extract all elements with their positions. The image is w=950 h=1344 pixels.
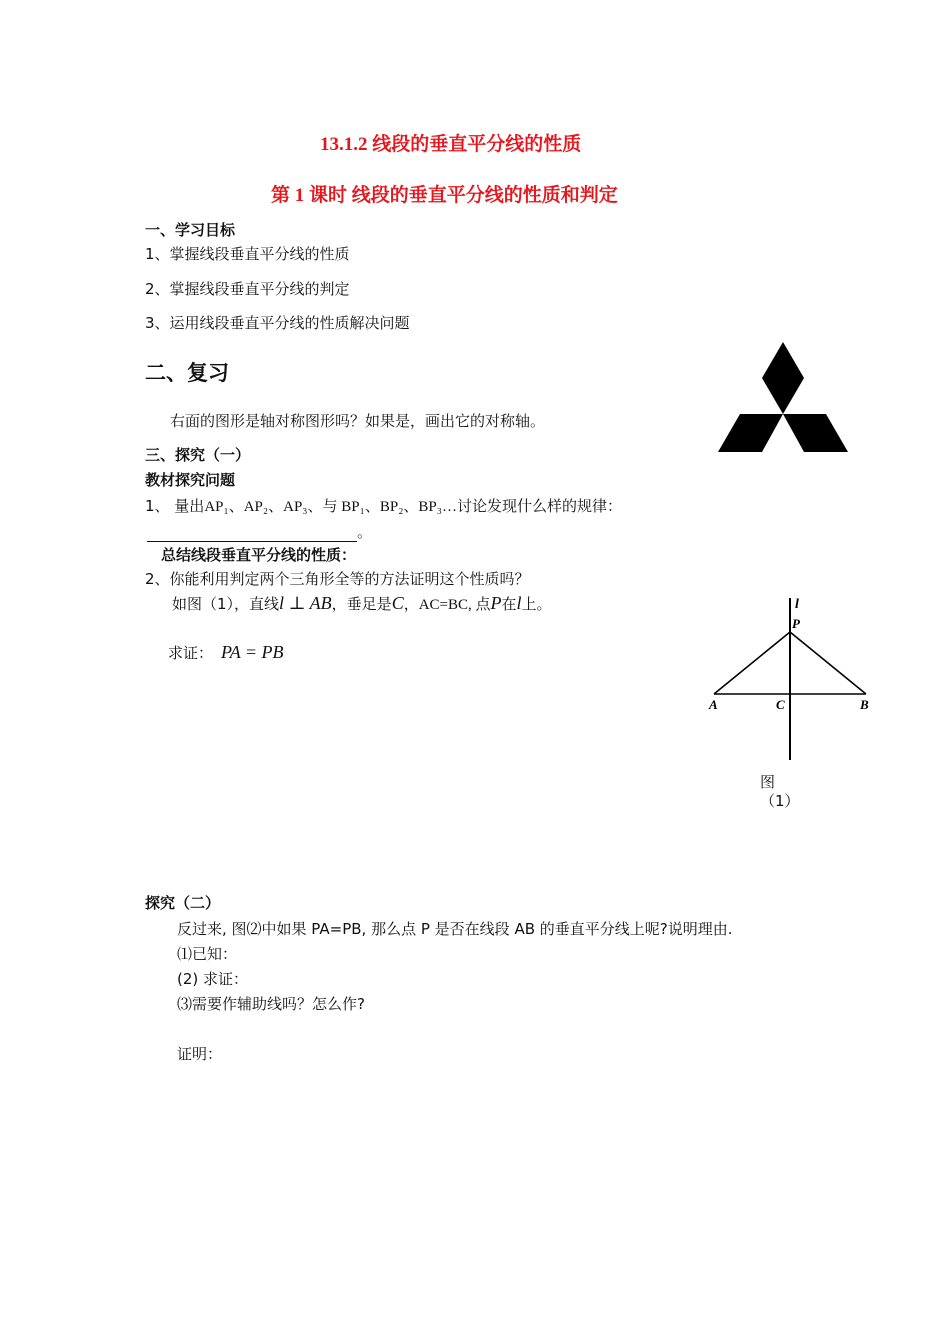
given-text-b: ，垂足是 [331,595,392,613]
q1-suffix: 讨论发现什么样的规律： [457,497,623,515]
objective-item-1: 1、掌握线段垂直平分线的性质 [145,245,350,263]
objective-item-3: 3、运用线段垂直平分线的性质解决问题 [145,314,410,332]
given-line-l2: l [516,593,522,613]
main-title: 13.1.2 线段的垂直平分线的性质 [320,134,582,155]
q1-prefix: 1、 量出 [145,497,205,515]
section4-step2: (2) 求证： [177,970,249,988]
section4-step3: ⑶需要作辅助线吗？怎么作? [177,995,365,1013]
given-ab: AB [309,593,332,613]
section4-text: 反过来, 图⑵中如果 PA=PB, 那么点 P 是否在线段 AB 的垂直平分线上呢?说明理由. [177,920,733,938]
figure-caption-1: 图 [760,773,776,791]
answer-blank-line[interactable] [147,521,372,542]
label-p: P [792,616,800,631]
given-text-f: 上。 [521,595,552,613]
given-perp: ⊥ [284,593,310,613]
answer-blank[interactable] [147,527,357,542]
section3-subheading: 教材探究问题 [145,471,236,489]
q1-segments: AP₁、AP₂、AP₃、与 BP₁、BP₂、BP₃… [204,499,458,515]
answer-end: 。 [357,523,373,541]
prove-label: 求证： [168,644,214,662]
top-diamond [762,342,804,414]
label-l: l [795,597,799,612]
given-line-l: l [279,593,285,613]
label-c: C [776,697,785,712]
label-a: A [709,697,718,712]
section1-heading: 一、学习目标 [145,221,236,239]
given-point-c: C [391,593,404,613]
prove-equation: PA = PB [221,642,284,662]
segment-pa [714,632,790,694]
given-text-e: 在 [501,595,517,613]
review-question: 右面的图形是轴对称图形吗？如果是，画出它的对称轴。 [170,412,546,430]
left-diamond [718,414,783,452]
right-diamond [783,414,848,452]
sub-title: 第 1 课时 线段的垂直平分线的性质和判定 [271,185,618,206]
given-statement [172,593,552,614]
section4-heading: 探究（二） [145,894,221,912]
label-b: B [860,697,869,712]
question-2: 2、你能利用判定两个三角形全等的方法证明这个性质吗？ [145,570,530,588]
perpendicular-bisector-figure [700,590,880,770]
given-point-p: P [490,593,502,613]
given-text-d: ，AC=BC, 点 [403,597,491,613]
question-1 [145,495,622,516]
section3-heading: 三、探究（一） [145,446,251,464]
section4-step1: ⑴已知： [177,945,238,963]
summary-heading: 总结线段垂直平分线的性质： [161,546,357,564]
section4-proof: 证明： [177,1045,223,1063]
objective-item-2: 2、掌握线段垂直平分线的判定 [145,280,350,298]
figure-caption-2: （1） [760,792,800,810]
given-text-a: 如图（1），直线 [172,595,280,613]
segment-pb [790,632,866,694]
prove-statement [168,642,284,663]
section2-heading: 二、复习 [145,361,229,385]
symmetry-figure [716,340,850,456]
